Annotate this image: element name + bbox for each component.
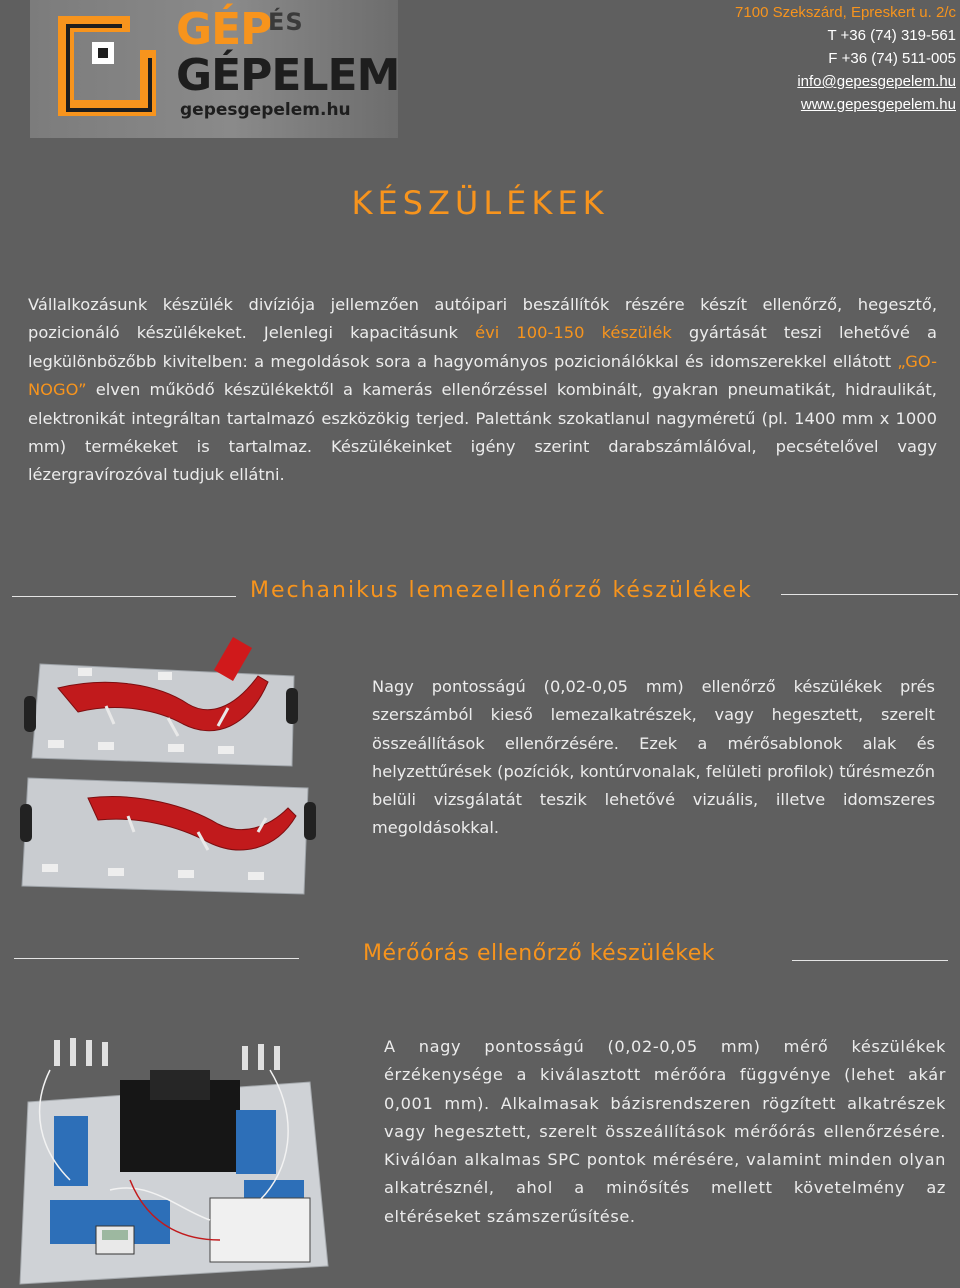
page-title: KÉSZÜLÉKEK — [351, 184, 609, 222]
contact-address: 7100 Szekszárd, Epreskert u. 2/c — [735, 4, 956, 21]
contact-phone: T +36 (74) 319-561 — [827, 27, 956, 44]
section-divider-left — [12, 596, 236, 597]
section-title-mechanical: Mechanikus lemezellenőrző készülékek — [250, 578, 753, 603]
logo-mark-icon — [52, 10, 162, 122]
mechanical-fixture-photo — [18, 636, 344, 898]
intro-paragraph — [28, 291, 937, 490]
section-text-mechanical: Nagy pontosságú (0,02-0,05 mm) ellenőrző készülékek prés szerszámból kieső lemezalkatrészek, vagy hegesztett, szerelt összeállítások ellenőrzésére. Ezek a mérősablonok alak és helyzettűrések (pozíciók, kontúrvonalak, felületi profilok) tűrésmezőn belüli vizsgálatát teszik lehetővé vizuális, illetve idomszeres megoldásokkal. — [372, 677, 935, 838]
contact-email-link[interactable]: info@gepesgepelem.hu — [797, 73, 956, 90]
section-text-dial-gauge: A nagy pontosságú (0,02-0,05 mm) mérő készülékek érzékenysége a kiválasztott mérőóra függvénye (lehet akár 0,001 mm). Alkalmasak bázisrendszeren rögzített alkatrészek vagy hegesztett, szerelt összeállítások mérőórás ellenőrzésére. Kiválóan alkalmas SPC pontok mérésére, valamint minden olyan alkatrésznél, ahol a minősítés mellett követelmény az eltéréseket számszerűsítése. — [384, 1037, 946, 1226]
intro-text-1: Vállalkozásunk készülék divíziója jellemzően autóipari beszállítók részére készít ellenőrző, hegesztő, pozicionáló készülékeket. Jelenlegi kapacitásunk — [28, 295, 937, 343]
capacity-highlight: évi 100-150 készülék — [475, 323, 672, 343]
dial-gauge-fixture-photo — [10, 1030, 330, 1286]
section-divider-right — [792, 960, 948, 961]
logo-top-suffix: ÉS — [268, 8, 304, 36]
contact-website-link[interactable]: www.gepesgepelem.hu — [800, 96, 956, 113]
logo-top-line: GÉP — [176, 4, 272, 55]
gonogo-highlight: „GO-NOGO” — [28, 351, 937, 400]
section-divider-right — [781, 594, 958, 595]
logo-url: gepesgepelem.hu — [180, 100, 351, 120]
logo-name: GÉPELEM — [176, 50, 400, 101]
intro-text-3: elven működő készülékektől a kamerás ellenőrzéssel kombinált, gyakran pneumatikát, hidraulikát, elektronikát integráltan tartalmazó eszközökig terjed. Palettánk szokatlanul nagyméretű (pl. 1400 mm x 1000 mm) termékeket is tartalmaz. Készülékeinket igény szerint darabszámlálóval, pecsételővel vagy lézergravírozóval tudjuk ellátni. — [28, 380, 937, 485]
contact-block — [735, 1, 956, 116]
intro-text-2: gyártását teszi lehetővé a legkülönbözőbb kivitelben: a megoldások sora a hagyományos pozicionálókkal és idomszerekkel ellátott — [28, 323, 937, 371]
contact-fax: F +36 (74) 511-005 — [828, 50, 956, 67]
section-divider-left — [14, 958, 299, 959]
company-logo[interactable] — [30, 0, 398, 138]
section-title-dial-gauge: Mérőórás ellenőrző készülékek — [363, 941, 716, 966]
